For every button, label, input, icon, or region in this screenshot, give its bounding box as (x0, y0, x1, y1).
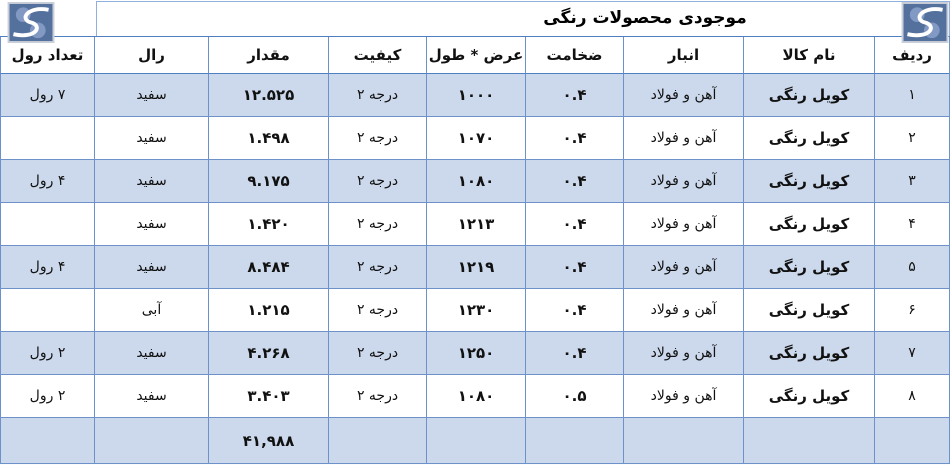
header-product-name: نام کالا (743, 37, 874, 74)
header-warehouse: انبار (623, 37, 743, 74)
cell-thickness: ۰.۵ (525, 375, 623, 418)
header-amount: مقدار (208, 37, 328, 74)
total-empty-cell (874, 418, 949, 464)
cell-width-length: ۱۰۰۰ (426, 74, 525, 117)
cell-roll-count: ۲ رول (0, 332, 94, 375)
cell-thickness: ۰.۴ (525, 74, 623, 117)
cell-roll-count: ۲ رول (0, 375, 94, 418)
cell-quality: درجه ۲ (328, 332, 426, 375)
cell-width-length: ۱۲۳۰ (426, 289, 525, 332)
title-band (0, 0, 950, 37)
cell-ral-color: سفید (94, 375, 208, 418)
table-row (0, 74, 949, 117)
header-ral-color: رال (94, 37, 208, 74)
cell-warehouse: آهن و فولاد (623, 375, 743, 418)
cell-amount: ۴.۲۶۸ (208, 332, 328, 375)
cell-row-number: ۳ (874, 160, 949, 203)
table-row (0, 160, 949, 203)
cell-amount: ۱۲.۵۲۵ (208, 74, 328, 117)
cell-row-number: ۷ (874, 332, 949, 375)
cell-row-number: ۸ (874, 375, 949, 418)
header-quality: کیفیت (328, 37, 426, 74)
header-width-length: عرض * طول (426, 37, 525, 74)
cell-width-length: ۱۰۷۰ (426, 117, 525, 160)
cell-quality: درجه ۲ (328, 203, 426, 246)
table-row (0, 117, 949, 160)
table-row (0, 332, 949, 375)
cell-amount: ۳.۴۰۳ (208, 375, 328, 418)
cell-row-number: ۴ (874, 203, 949, 246)
cell-roll-count: ۴ رول (0, 160, 94, 203)
table-header-row (0, 37, 949, 74)
cell-ral-color: سفید (94, 203, 208, 246)
header-row-number: ردیف (874, 37, 949, 74)
cell-row-number: ۱ (874, 74, 949, 117)
cell-product-name: کویل رنگی (743, 203, 874, 246)
cell-product-name: کویل رنگی (743, 375, 874, 418)
cell-thickness: ۰.۴ (525, 117, 623, 160)
total-empty-cell (426, 418, 525, 464)
page-title: موجودی محصولات رنگی (543, 8, 747, 28)
total-empty-cell (743, 418, 874, 464)
cell-ral-color: آبی (94, 289, 208, 332)
cell-roll-count (0, 117, 94, 160)
cell-product-name: کویل رنگی (743, 246, 874, 289)
cell-amount: ۱.۴۹۸ (208, 117, 328, 160)
total-empty-cell (0, 418, 94, 464)
cell-width-length: ۱۲۱۳ (426, 203, 525, 246)
cell-thickness: ۰.۴ (525, 332, 623, 375)
inventory-table (0, 37, 950, 464)
cell-quality: درجه ۲ (328, 246, 426, 289)
cell-amount: ۱.۴۲۰ (208, 203, 328, 246)
table-body (0, 74, 949, 418)
cell-warehouse: آهن و فولاد (623, 117, 743, 160)
cell-ral-color: سفید (94, 74, 208, 117)
cell-product-name: کویل رنگی (743, 117, 874, 160)
cell-amount: ۱.۲۱۵ (208, 289, 328, 332)
cell-ral-color: سفید (94, 160, 208, 203)
company-logo-icon (901, 2, 949, 43)
cell-roll-count (0, 289, 94, 332)
cell-amount: ۹.۱۷۵ (208, 160, 328, 203)
table-row (0, 375, 949, 418)
cell-ral-color: سفید (94, 117, 208, 160)
cell-warehouse: آهن و فولاد (623, 289, 743, 332)
cell-warehouse: آهن و فولاد (623, 246, 743, 289)
cell-thickness: ۰.۴ (525, 289, 623, 332)
total-empty-cell (94, 418, 208, 464)
cell-width-length: ۱۲۱۹ (426, 246, 525, 289)
cell-product-name: کویل رنگی (743, 332, 874, 375)
cell-thickness: ۰.۴ (525, 203, 623, 246)
cell-roll-count: ۴ رول (0, 246, 94, 289)
table-row (0, 246, 949, 289)
total-empty-cell (328, 418, 426, 464)
cell-thickness: ۰.۴ (525, 246, 623, 289)
cell-product-name: کویل رنگی (743, 160, 874, 203)
cell-quality: درجه ۲ (328, 289, 426, 332)
total-amount: ۴۱,۹۸۸ (208, 418, 328, 464)
cell-ral-color: سفید (94, 246, 208, 289)
cell-amount: ۸.۴۸۴ (208, 246, 328, 289)
cell-product-name: کویل رنگی (743, 289, 874, 332)
cell-ral-color: سفید (94, 332, 208, 375)
company-logo-icon (7, 2, 55, 43)
cell-width-length: ۱۰۸۰ (426, 160, 525, 203)
cell-width-length: ۱۲۵۰ (426, 332, 525, 375)
cell-warehouse: آهن و فولاد (623, 74, 743, 117)
cell-row-number: ۵ (874, 246, 949, 289)
table-row (0, 289, 949, 332)
cell-warehouse: آهن و فولاد (623, 332, 743, 375)
cell-row-number: ۶ (874, 289, 949, 332)
total-empty-cell (525, 418, 623, 464)
cell-product-name: کویل رنگی (743, 74, 874, 117)
cell-quality: درجه ۲ (328, 117, 426, 160)
cell-row-number: ۲ (874, 117, 949, 160)
cell-quality: درجه ۲ (328, 375, 426, 418)
cell-thickness: ۰.۴ (525, 160, 623, 203)
cell-warehouse: آهن و فولاد (623, 203, 743, 246)
header-roll-count: تعداد رول (0, 37, 94, 74)
cell-roll-count: ۷ رول (0, 74, 94, 117)
cell-width-length: ۱۰۸۰ (426, 375, 525, 418)
cell-roll-count (0, 203, 94, 246)
table-total-row (0, 418, 949, 464)
table-row (0, 203, 949, 246)
cell-warehouse: آهن و فولاد (623, 160, 743, 203)
total-empty-cell (623, 418, 743, 464)
header-thickness: ضخامت (525, 37, 623, 74)
cell-quality: درجه ۲ (328, 160, 426, 203)
cell-quality: درجه ۲ (328, 74, 426, 117)
